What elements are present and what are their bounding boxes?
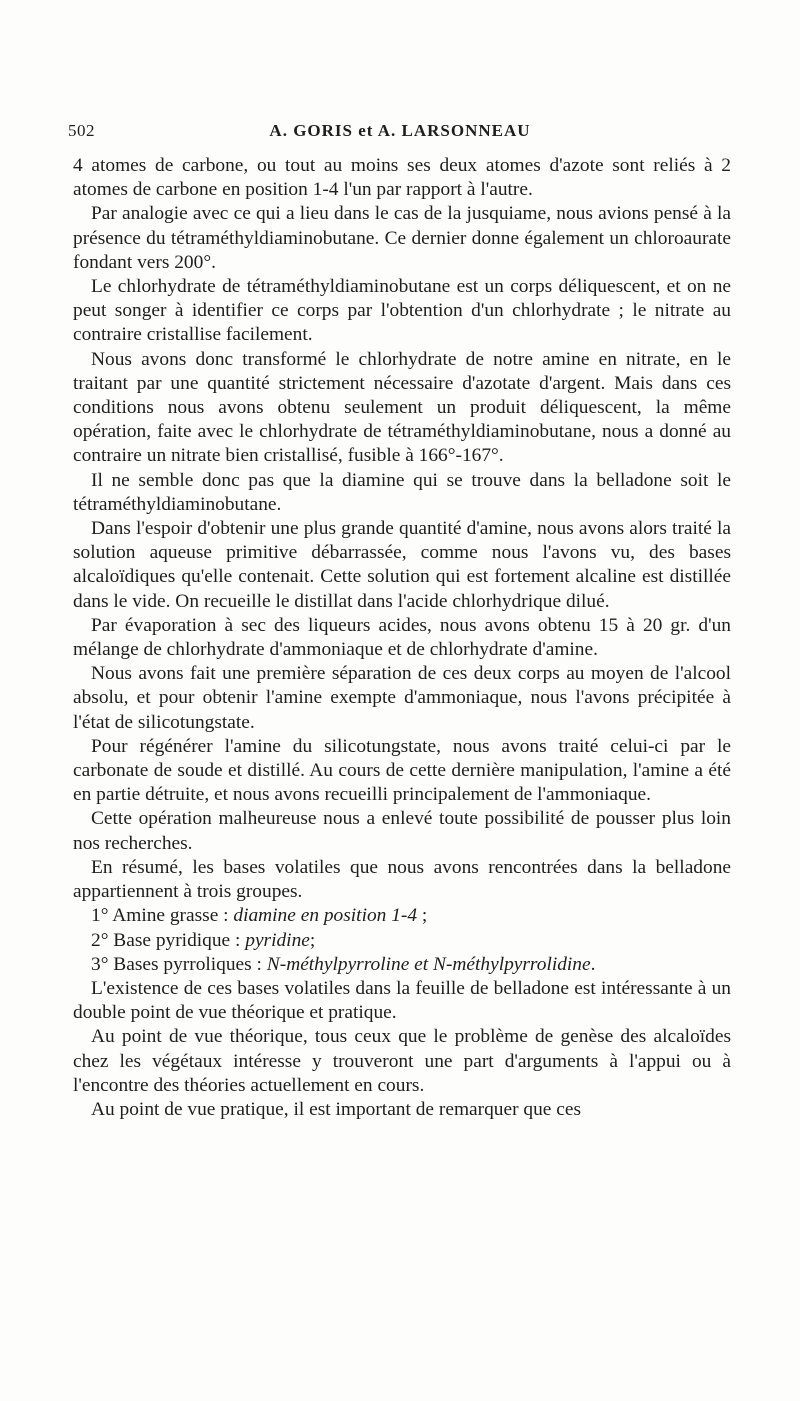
list-item-italic: N-méthylpyrroline et N-méthylpyrrolidine [266, 953, 591, 975]
paragraph: Dans l'espoir d'obtenir une plus grande quantité d'amine, nous avons alors traité la solution aqueuse primitive débarrassée, comme nous l'avons vu, des bases alcaloïdiques qu'elle contenait. Cette solution qui est fortement alcaline est distillée dans le vide. On recueille le distillat dans l'acide chlorhydrique dilué. [73, 518, 731, 612]
list-item-prefix: 3° Bases pyrroliques : [91, 953, 267, 975]
list-item-suffix: . [590, 953, 596, 975]
list-item-prefix: 2° Base pyridique : [91, 929, 246, 951]
paragraph: Par évaporation à sec des liqueurs acides, nous avons obtenu 15 à 20 gr. d'un mélange de chlorhydrate d'ammoniaque et de chlorhydrate d'amine. [73, 614, 731, 661]
paragraph: L'existence de ces bases volatiles dans la feuille de belladone est intéressante à un double point de vue théorique et pratique. [73, 977, 731, 1024]
list-item [73, 929, 731, 953]
paragraph: Nous avons donc transformé le chlorhydrate de notre amine en nitrate, en le traitant par une quantité strictement nécessaire d'azotate d'argent. Mais dans ces conditions nous avons obtenu seulement un produit déliquescent, la même opération, faite avec le chlorhydrate de tétraméthyldiaminobutane, nous a donné au contraire un nitrate bien cristallisé, fusible à 166°-167°. [73, 348, 731, 467]
paragraph: Cette opération malheureuse nous a enlevé toute possibilité de pousser plus loin nos recherches. [73, 808, 731, 854]
paragraph: Au point de vue pratique, il est important de remarquer que ces [91, 1098, 581, 1120]
paragraph: Nous avons fait une première séparation de ces deux corps au moyen de l'alcool absolu, et pour obtenir l'amine exempte d'ammoniaque, nous l'avons précipitée à l'état de silicotungstate. [73, 663, 731, 733]
list-item-prefix: 1° Amine grasse : [91, 905, 234, 927]
list-item [73, 953, 731, 977]
page-header [68, 121, 732, 147]
paragraph: Au point de vue théorique, tous ceux que le problème de genèse des alcaloïdes chez les végétaux intéresse y trouveront une part d'arguments à l'appui ou à l'encontre des théories actuellement en cours. [73, 1026, 731, 1096]
paragraph: Pour régénérer l'amine du silicotungstate, nous avons traité celui-ci par le carbonate de soude et distillé. Au cours de cette dernière manipulation, l'amine a été en partie détruite, et nous avons recueilli principalement de l'ammoniaque. [73, 735, 731, 806]
paragraph: Le chlorhydrate de tétraméthyldiaminobutane est un corps déliquescent, et on ne peut songer à identifier ce corps par l'obtention d'un chlorhydrate ; le nitrate au contraire cristallise facilement. [73, 276, 731, 346]
paragraph: Il ne semble donc pas que la diamine qui se trouve dans la belladone soit le tétraméthyldiaminobutane. [73, 469, 731, 515]
paragraph: Par analogie avec ce qui a lieu dans le cas de la jusquiame, nous avions pensé à la présence du tétraméthyldiaminobutane. Ce dernier donne également un chloroaurate fondant vers 200°. [73, 203, 731, 273]
list-item-suffix: ; [309, 929, 316, 951]
running-title: A. GORIS et A. LARSONNEAU [269, 121, 531, 140]
list-item [73, 904, 731, 928]
paragraph: En résumé, les bases volatiles que nous avons rencontrées dans la belladone appartiennent à trois groupes. [73, 856, 731, 903]
page-number: 502 [68, 121, 95, 140]
list-item-suffix: ; [417, 905, 428, 927]
paragraph: 4 atomes de carbone, ou tout au moins ses deux atomes d'azote sont reliés à 2 atomes de carbone en position 1-4 l'un par rapport à l'autre. [73, 155, 731, 201]
body-text [73, 154, 731, 1122]
list-item-italic: pyridine [245, 929, 310, 951]
list-item-italic: diamine en position 1-4 [233, 905, 418, 927]
